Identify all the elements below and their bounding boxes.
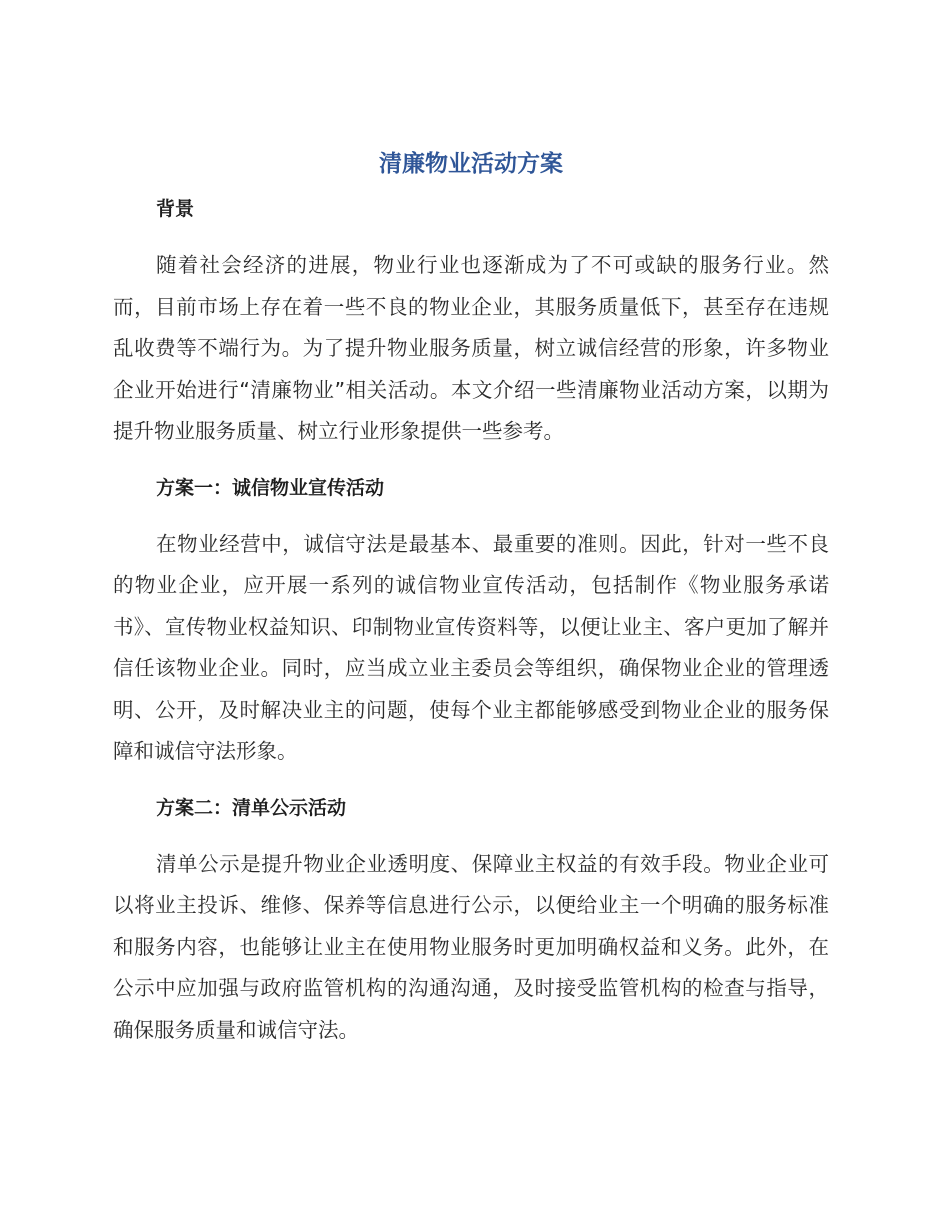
document-title: 清廉物业活动方案 <box>379 151 563 177</box>
section-body-background: 随着社会经济的进展，物业行业也逐渐成为了不可或缺的服务行业。然而，目前市场上存在着一些不良的物业企业，其服务质量低下，甚至存在违规乱收费等不端行为。为了提升物业服务质量，树立诚信经营的形象，许多物业企业开始进行“清廉物业”相关活动。本文介绍一些清廉物业活动方案，以期为提升物业服务质量、树立行业形象提供一些参考。 <box>113 253 829 443</box>
section-heading-background: 背景 <box>156 198 195 220</box>
document-page <box>113 146 829 1051</box>
section-body-plan-two: 清单公示是提升物业企业透明度、保障业主权益的有效手段。物业企业可以将业主投诉、维修、保养等信息进行公示，以便给业主一个明确的服务标准和服务内容，也能够让业主在使用物业服务时更加明确权益和义务。此外，在公示中应加强与政府监管机构的沟通沟通，及时接受监管机构的检查与指导，确保服务质量和诚信守法。 <box>113 851 829 1042</box>
section-heading-plan-one: 方案一：诚信物业宣传活动 <box>156 476 385 499</box>
section-body-plan-one: 在物业经营中，诚信守法是最基本、最重要的准则。因此，针对一些不良的物业企业，应开展一系列的诚信物业宣传活动，包括制作《物业服务承诺书》、宣传物业权益知识、印制物业宣传资料等，以便让业主、客户更加了解并信任该物业企业。同时，应当成立业主委员会等组织，确保物业企业的管理透明、公开，及时解决业主的问题，使每个业主都能够感受到物业企业的服务保障和诚信守法形象。 <box>113 531 829 763</box>
section-heading-plan-two: 方案二：清单公示活动 <box>156 796 347 819</box>
